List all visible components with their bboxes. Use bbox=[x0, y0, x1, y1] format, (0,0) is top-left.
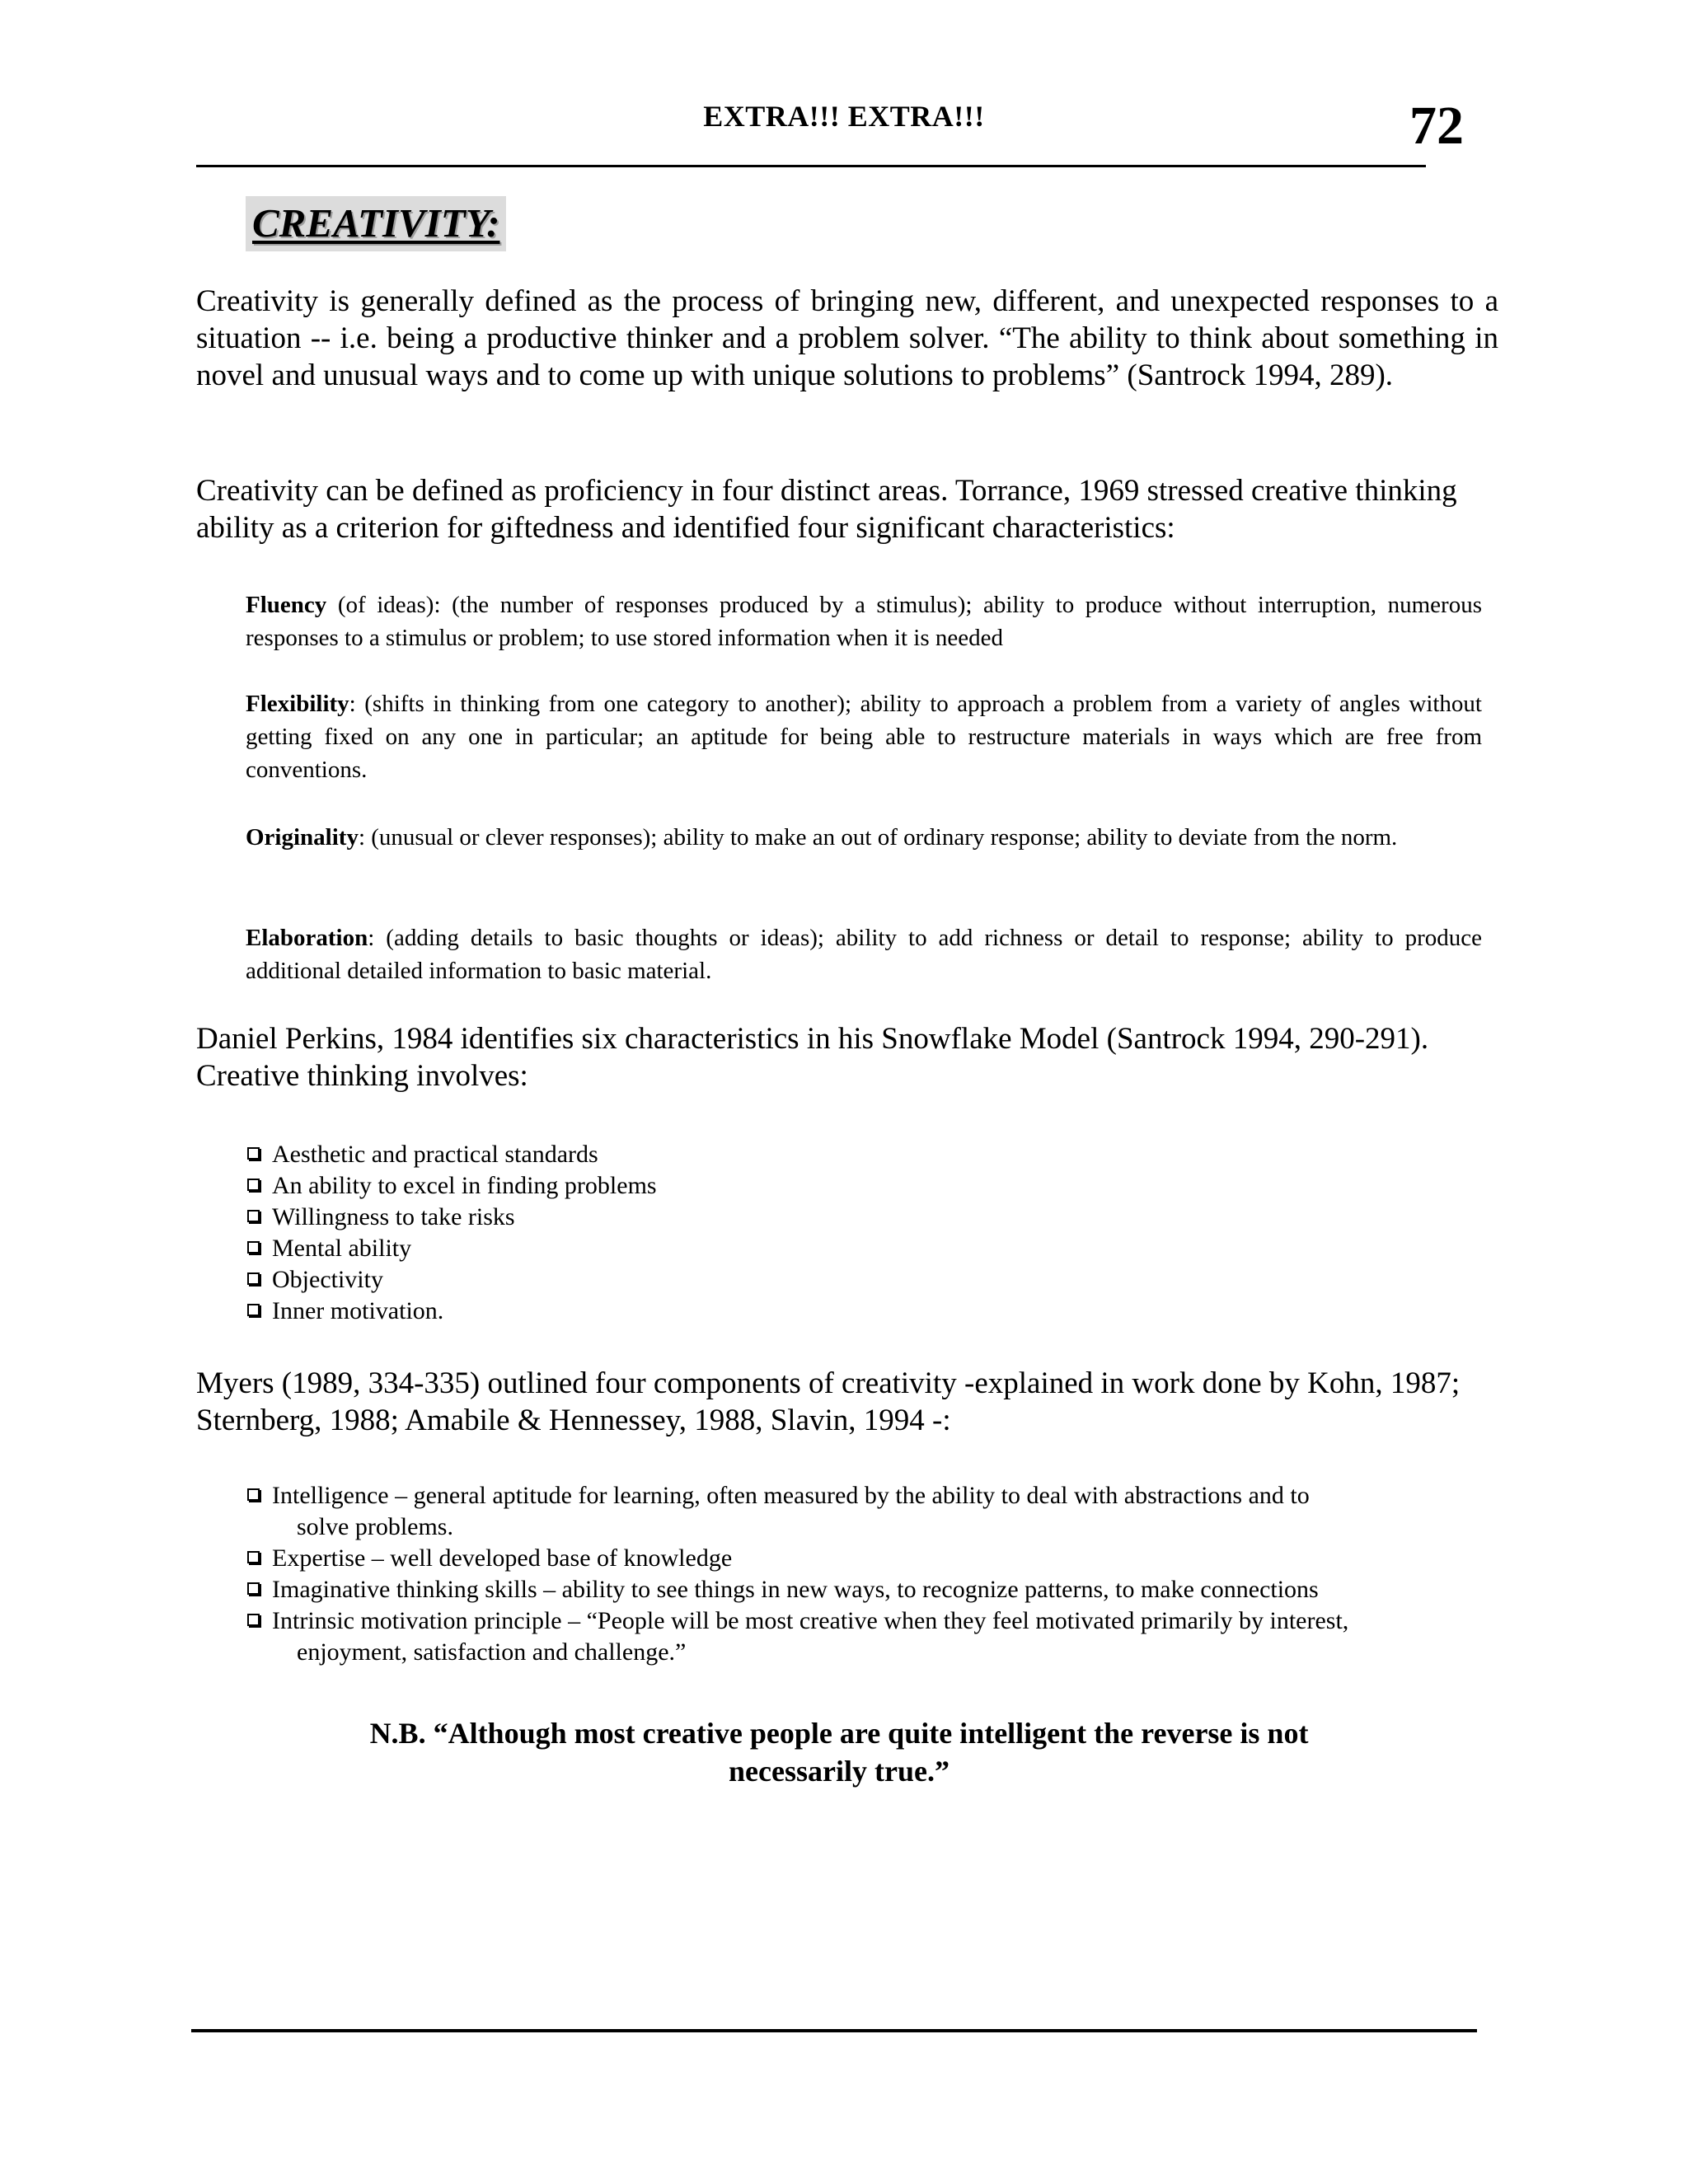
characteristic-elaboration bbox=[246, 921, 1482, 987]
list-item bbox=[247, 1574, 1508, 1605]
section-title: CREATIVITY: bbox=[246, 196, 506, 251]
list-item-text: Imaginative thinking skills – ability to see things in new ways, to recognize patterns, to make connections bbox=[272, 1576, 1319, 1603]
checkbox-icon bbox=[247, 1147, 260, 1160]
list-item bbox=[247, 1139, 1508, 1170]
list-item-text: Aesthetic and practical standards bbox=[272, 1141, 598, 1168]
characteristic-originality bbox=[246, 821, 1482, 854]
checkbox-icon bbox=[247, 1551, 260, 1563]
list-item-text: Intelligence – general aptitude for learning, often measured by the ability to deal with abstractions and to bbox=[272, 1482, 1310, 1509]
nb-line-1: N.B. “Although most creative people are quite intelligent the reverse is not bbox=[369, 1717, 1309, 1750]
perkins-paragraph: Daniel Perkins, 1984 identifies six characteristics in his Snowflake Model (Santrock 1994, 290-291). Creative thinking involves: bbox=[196, 1022, 1429, 1093]
list-item bbox=[247, 1296, 1508, 1327]
list-item bbox=[247, 1480, 1508, 1543]
checkbox-icon bbox=[247, 1272, 260, 1285]
list-item bbox=[247, 1543, 1508, 1574]
intro-paragraph-1: Creativity is generally defined as the process of bringing new, different, and unexpected responses to a situation -- i.e. being a productive thinker and a problem solver. “The ability to think about something in novel and unusual ways and to come up with unique solutions to problems” (Santrock 1994, 289). bbox=[196, 284, 1498, 392]
myers-checklist bbox=[247, 1480, 1508, 1668]
characteristic-flexibility bbox=[246, 687, 1482, 786]
characteristic-description: : (unusual or clever responses); ability to make an out of ordinary response; ability to deviate from the norm. bbox=[358, 824, 1398, 851]
checkbox-icon bbox=[247, 1241, 260, 1254]
checkbox-icon bbox=[247, 1488, 260, 1501]
list-item-text: Objectivity bbox=[272, 1266, 383, 1293]
footer-rule bbox=[191, 2029, 1477, 2032]
list-item-text: Mental ability bbox=[272, 1235, 412, 1262]
characteristic-term: Flexibility bbox=[246, 691, 349, 717]
list-item-text: Willingness to take risks bbox=[272, 1203, 515, 1230]
characteristic-term: Elaboration bbox=[246, 925, 368, 951]
list-item-text: Intrinsic motivation principle – “People will be most creative when they feel motivated primarily by interest, bbox=[272, 1607, 1349, 1634]
checkbox-icon bbox=[247, 1582, 260, 1595]
list-item bbox=[247, 1233, 1508, 1264]
nb-note bbox=[196, 1714, 1482, 1790]
list-item bbox=[247, 1605, 1508, 1668]
intro-paragraph-2: Creativity can be defined as proficiency in four distinct areas. Torrance, 1969 stressed creative thinking ability as a criterion for giftedness and identified four significant characteristics: bbox=[196, 474, 1457, 545]
checkbox-icon bbox=[247, 1614, 260, 1626]
nb-line-2: necessarily true.” bbox=[729, 1755, 950, 1788]
characteristic-description: : (shifts in thinking from one category to another); ability to approach a problem from a variety of angles without getting fixed on any one in particular; an aptitude for being able to restructure materials in ways which are free from conventions. bbox=[246, 691, 1482, 783]
characteristic-term: Originality bbox=[246, 824, 359, 851]
characteristic-description: (of ideas): (the number of responses produced by a stimulus); ability to produce without interruption, numerous responses to a stimulus or problem; to use stored information when it is needed bbox=[246, 592, 1482, 651]
list-item-text: An ability to excel in finding problems bbox=[272, 1172, 657, 1199]
characteristic-fluency bbox=[246, 588, 1482, 654]
page-number: 72 bbox=[1409, 96, 1464, 156]
checkbox-icon bbox=[247, 1210, 260, 1222]
checkbox-icon bbox=[247, 1304, 260, 1316]
list-item bbox=[247, 1264, 1508, 1296]
perkins-checklist bbox=[247, 1139, 1508, 1327]
running-head: EXTRA!!! EXTRA!!! bbox=[703, 100, 985, 133]
list-item-continuation: solve problems. bbox=[297, 1513, 453, 1540]
checkbox-icon bbox=[247, 1179, 260, 1191]
list-item-text: Inner motivation. bbox=[272, 1297, 444, 1324]
characteristic-term: Fluency bbox=[246, 592, 327, 618]
list-item bbox=[247, 1170, 1508, 1202]
list-item bbox=[247, 1202, 1508, 1233]
characteristic-description: : (adding details to basic thoughts or ideas); ability to add richness or detail to response; ability to produce additional detailed information to basic material. bbox=[246, 925, 1482, 984]
myers-paragraph: Myers (1989, 334-335) outlined four components of creativity -explained in work done by Kohn, 1987; Sternberg, 1988; Amabile & Hennessey, 1988, Slavin, 1994 -: bbox=[196, 1366, 1461, 1437]
header-rule bbox=[196, 165, 1426, 167]
list-item-text: Expertise – well developed base of knowledge bbox=[272, 1544, 733, 1572]
list-item-continuation: enjoyment, satisfaction and challenge.” bbox=[297, 1638, 687, 1666]
